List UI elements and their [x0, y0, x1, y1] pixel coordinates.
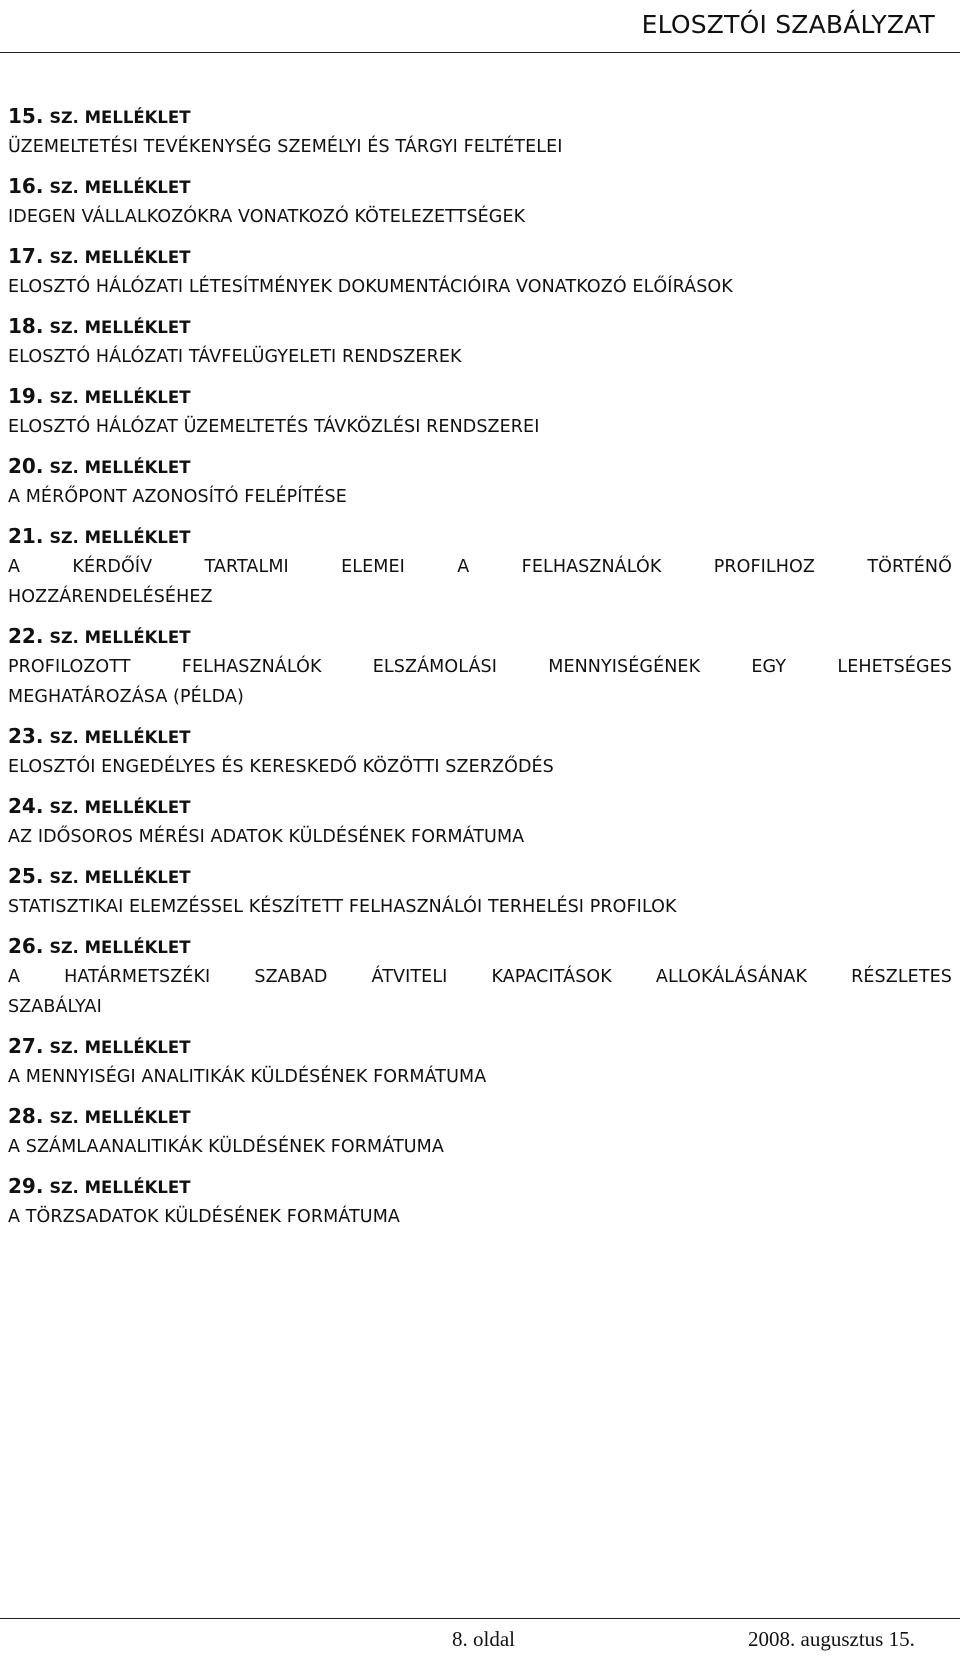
annex-label: MELLÉKLET: [84, 728, 191, 747]
annex-title: A TÖRZSADATOK KÜLDÉSÉNEK FORMÁTUMA: [8, 1207, 400, 1227]
annex-number: 28.: [8, 1104, 44, 1128]
annex-number: 18.: [8, 314, 44, 338]
annex-item: [8, 860, 952, 922]
annex-sz: SZ.: [49, 628, 79, 647]
annex-label: MELLÉKLET: [84, 1038, 191, 1057]
annex-title-line: SZABÁLYAI: [8, 997, 102, 1017]
annex-sz: SZ.: [49, 938, 79, 957]
annex-sz: SZ.: [49, 798, 79, 817]
annex-number: 19.: [8, 384, 44, 408]
annex-title: A SZÁMLAANALITIKÁK KÜLDÉSÉNEK FORMÁTUMA: [8, 1137, 444, 1157]
annex-number: 15.: [8, 104, 44, 128]
annex-item: [8, 930, 952, 1022]
annex-label: MELLÉKLET: [84, 248, 191, 267]
annex-item: [8, 790, 952, 852]
annex-number: 16.: [8, 174, 44, 198]
annex-number: 27.: [8, 1034, 44, 1058]
annex-sz: SZ.: [49, 1108, 79, 1127]
annex-title: [8, 962, 952, 1022]
annex-title: [8, 652, 952, 712]
annex-sz: SZ.: [49, 248, 79, 267]
annex-item: [8, 620, 952, 712]
annex-list: [8, 100, 952, 1240]
annex-item: [8, 100, 952, 162]
annex-number: 21.: [8, 524, 44, 548]
annex-sz: SZ.: [49, 868, 79, 887]
annex-title: ÜZEMELTETÉSI TEVÉKENYSÉG SZEMÉLYI ÉS TÁRGYI FELTÉTELEI: [8, 137, 563, 157]
footer-date: 2008. augusztus 15.: [748, 1627, 915, 1651]
annex-label: MELLÉKLET: [84, 1178, 191, 1197]
annex-number: 23.: [8, 724, 44, 748]
header-title: ELOSZTÓI SZABÁLYZAT: [641, 10, 935, 39]
annex-heading: [8, 930, 952, 962]
annex-sz: SZ.: [49, 1038, 79, 1057]
annex-title: A MENNYISÉGI ANALITIKÁK KÜLDÉSÉNEK FORMÁTUMA: [8, 1067, 487, 1087]
annex-heading: [8, 1030, 952, 1062]
annex-title: A MÉRŐPONT AZONOSÍTÓ FELÉPÍTÉSE: [8, 487, 347, 507]
annex-heading: [8, 310, 952, 342]
annex-heading: [8, 240, 952, 272]
annex-number: 22.: [8, 624, 44, 648]
annex-sz: SZ.: [49, 388, 79, 407]
annex-label: MELLÉKLET: [84, 318, 191, 337]
annex-heading: [8, 620, 952, 652]
annex-heading: [8, 1170, 952, 1202]
annex-label: MELLÉKLET: [84, 178, 191, 197]
annex-item: [8, 520, 952, 612]
annex-heading: [8, 170, 952, 202]
annex-sz: SZ.: [49, 528, 79, 547]
annex-title: [8, 552, 952, 612]
annex-title: ELOSZTÓI ENGEDÉLYES ÉS KERESKEDŐ KÖZÖTTI SZERZŐDÉS: [8, 757, 554, 777]
annex-heading: [8, 860, 952, 892]
annex-item: [8, 720, 952, 782]
annex-sz: SZ.: [49, 728, 79, 747]
annex-sz: SZ.: [49, 458, 79, 477]
annex-heading: [8, 450, 952, 482]
annex-label: MELLÉKLET: [84, 458, 191, 477]
annex-number: 24.: [8, 794, 44, 818]
annex-heading: [8, 1100, 952, 1132]
annex-title: ELOSZTÓ HÁLÓZATI LÉTESÍTMÉNYEK DOKUMENTÁCIÓIRA VONATKOZÓ ELŐÍRÁSOK: [8, 277, 733, 297]
annex-label: MELLÉKLET: [84, 628, 191, 647]
annex-label: MELLÉKLET: [84, 798, 191, 817]
annex-heading: [8, 790, 952, 822]
annex-number: 20.: [8, 454, 44, 478]
annex-label: MELLÉKLET: [84, 938, 191, 957]
annex-title: ELOSZTÓ HÁLÓZAT ÜZEMELTETÉS TÁVKÖZLÉSI RENDSZEREI: [8, 417, 540, 437]
annex-heading: [8, 720, 952, 752]
annex-heading: [8, 520, 952, 552]
page-footer: [0, 1618, 960, 1651]
annex-item: [8, 1030, 952, 1092]
annex-label: MELLÉKLET: [84, 868, 191, 887]
annex-item: [8, 380, 952, 442]
annex-title: ELOSZTÓ HÁLÓZATI TÁVFELÜGYELETI RENDSZEREK: [8, 347, 462, 367]
annex-label: MELLÉKLET: [84, 108, 191, 127]
annex-number: 29.: [8, 1174, 44, 1198]
annex-item: [8, 170, 952, 232]
annex-number: 26.: [8, 934, 44, 958]
annex-sz: SZ.: [49, 318, 79, 337]
annex-title-line: MEGHATÁROZÁSA (PÉLDA): [8, 687, 244, 707]
page-header: [0, 0, 960, 53]
annex-heading: [8, 100, 952, 132]
annex-item: [8, 310, 952, 372]
annex-label: MELLÉKLET: [84, 1108, 191, 1127]
annex-title-line: PROFILOZOTT FELHASZNÁLÓK ELSZÁMOLÁSI MENNYISÉGÉNEK EGY LEHETSÉGES: [8, 657, 952, 677]
annex-title-line: HOZZÁRENDELÉSÉHEZ: [8, 587, 213, 607]
annex-heading: [8, 380, 952, 412]
annex-label: MELLÉKLET: [84, 388, 191, 407]
annex-number: 17.: [8, 244, 44, 268]
annex-title: AZ IDŐSOROS MÉRÉSI ADATOK KÜLDÉSÉNEK FORMÁTUMA: [8, 827, 525, 847]
annex-sz: SZ.: [49, 1178, 79, 1197]
annex-item: [8, 240, 952, 302]
annex-sz: SZ.: [49, 108, 79, 127]
annex-label: MELLÉKLET: [84, 528, 191, 547]
annex-title-line: A HATÁRMETSZÉKI SZABAD ÁTVITELI KAPACITÁSOK ALLOKÁLÁSÁNAK RÉSZLETES: [8, 967, 952, 987]
annex-number: 25.: [8, 864, 44, 888]
annex-item: [8, 1100, 952, 1162]
annex-title-line: A KÉRDŐÍV TARTALMI ELEMEI A FELHASZNÁLÓK PROFILHOZ TÖRTÉNŐ: [8, 557, 952, 577]
annex-sz: SZ.: [49, 178, 79, 197]
footer-page-number: 8. oldal: [452, 1627, 515, 1651]
annex-item: [8, 450, 952, 512]
annex-title: IDEGEN VÁLLALKOZÓKRA VONATKOZÓ KÖTELEZETTSÉGEK: [8, 207, 526, 227]
annex-item: [8, 1170, 952, 1232]
annex-title: STATISZTIKAI ELEMZÉSSEL KÉSZÍTETT FELHASZNÁLÓI TERHELÉSI PROFILOK: [8, 897, 677, 917]
